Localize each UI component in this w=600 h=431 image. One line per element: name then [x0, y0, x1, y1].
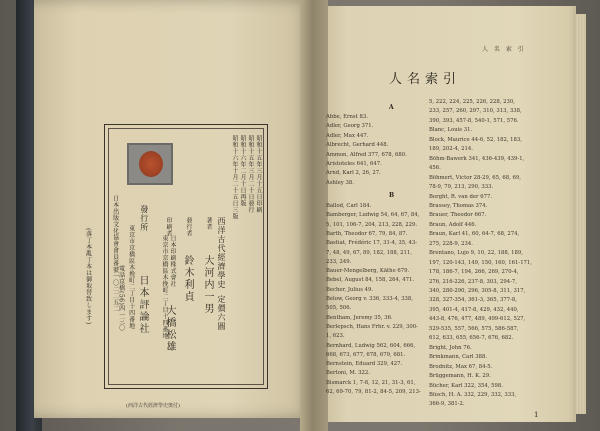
index-entry: 390, 393, 457-8, 540-1, 571, 576. [429, 117, 519, 124]
author-label: 著者 [205, 217, 212, 230]
issuer-label: 發行所 [139, 205, 149, 232]
index-entry: Below, Georg v. 336, 333-4, 338, [326, 296, 413, 302]
colophon-box [104, 124, 268, 389]
index-entry: Bernhard, Ludwig 562, 604, 666, [326, 342, 416, 349]
index-entry: 7, 48, 49, 67, 89, 182, 188, 211, [326, 249, 412, 256]
index-entry: Becher, Julius 49. [326, 286, 374, 293]
index-entry: Abbe, Ernst 83. [326, 114, 368, 120]
index-entry: Bentham, Jeremy 35, 36. [326, 314, 393, 321]
page-edges [570, 14, 586, 414]
index-entry: 62, 69-70, 79, 81-2, 84-5, 209, 213- [326, 389, 421, 395]
index-entry: 505, 506. [326, 305, 352, 312]
association-number: 日本出版文化協會會員番號一〇二二五二 [111, 195, 119, 312]
printing-office: 日本印刷株式會社 [169, 235, 176, 287]
index-entry: Bastiat, Frédéric 17, 31-4, 35, 43- [326, 240, 418, 247]
index-entry: 189, 202-4, 214. [429, 146, 473, 153]
index-entry: Albrecht, Gerhard 448. [326, 142, 389, 149]
index-entry: Brinkmann, Carl 388. [429, 354, 488, 361]
index-entry: Bauer-Mengelberg, Käthe 679. [326, 268, 410, 275]
index-entry: 178, 186-7, 194, 266, 269, 270-4, [429, 269, 519, 276]
printer-address: 東京市京橋區木挽町二丁目十四番地 [161, 235, 168, 339]
index-entry: Blanc, Louis 31. [429, 127, 473, 134]
index-entry: Adler, Max 447. [326, 132, 369, 139]
issuer-name: 日本評論社 [137, 275, 148, 335]
publisher-person: 鈴木利貞 [182, 255, 193, 303]
print-date-2: 昭和十五年三月二十日發行 [247, 135, 254, 213]
index-entry: Bismarck 1, 7-8, 12, 21, 31-3, 61, [326, 379, 416, 386]
index-entry: 443-8, 476, 477, 489, 499-612, 527, [429, 316, 526, 323]
index-entry: Berlepsch, Hans Frhr. v. 229, 300- [326, 323, 418, 330]
index-entry: Bright, John 76. [429, 344, 472, 351]
index-section-letter-a: A [389, 104, 394, 111]
index-entry: 197, 120-143, 149, 150, 160, 161-171, [429, 259, 532, 266]
index-entry: Büsch, H. A. 332, 229, 332, 333, [429, 391, 517, 398]
index-entry: 668, 673, 677, 678, 679, 681. [326, 351, 406, 358]
index-entry: Brüggemann, H. K. 29. [429, 373, 491, 380]
index-entry: 612, 633, 655, 656-7, 676, 682. [429, 335, 514, 342]
index-entry: Böhm-Bawerk 341, 436-439, 439-1, [429, 155, 525, 162]
author-name: 大河内一男 [202, 255, 213, 315]
issuer-phone: 電話京橋(56)四一三〇 [117, 265, 125, 332]
index-entry: 233, 257, 260, 297, 310, 313, 338, [429, 108, 522, 115]
printer-label: 印刷者 [165, 217, 172, 237]
index-entry: Brodnitz, Max 67, 84-5. [429, 363, 493, 370]
print-date-1: 昭和十五年三月十五日印刷 [255, 135, 262, 213]
index-entry: 1, 623. [326, 333, 345, 340]
index-entry: 340, 280-290, 296, 305-8, 311, 317, [429, 288, 526, 294]
index-entry: Aristoteles 641, 647. [326, 161, 382, 167]
running-head: 人 名 索 引 [482, 46, 526, 53]
page-title: 人名索引 [388, 72, 461, 87]
index-entry: 529-535, 557, 566, 575, 586-587, [429, 325, 519, 332]
print-date-4: 昭和十六年十月二十五日三版 [231, 135, 238, 220]
index-section-letter-b: B [389, 192, 395, 199]
index-entry: 233, 249. [326, 258, 352, 265]
index-entry: 5, 101, 106-7, 204, 213, 228, 229. [326, 221, 418, 228]
printer-person: 大橋松雄 [164, 305, 175, 353]
index-entry: Bücher, Karl 322, 354, 598. [429, 382, 503, 389]
index-entry: Braun, Karl 41, 60, 64-7, 68, 274, [429, 231, 520, 238]
index-entry: Brassey, Thomas 374. [429, 202, 488, 209]
index-entry: Borght, R. van der 677. [429, 193, 493, 200]
page-number: 1 [534, 411, 539, 419]
index-entry: 276, 216-226, 237-8, 303, 294-7, [429, 278, 517, 285]
index-entry: Bebel, August 84, 158, 264, 471. [326, 277, 415, 284]
index-entry: 456. [429, 165, 441, 172]
index-entry: Bamberger, Ludwig 54, 64, 67, 84, [326, 212, 420, 219]
index-entry: Bernstein, Eduard 329, 427. [326, 361, 403, 368]
book-title: 西洋古代經濟學史 [217, 217, 226, 289]
print-date-3: 昭和十六年二月十日再版 [239, 135, 246, 207]
index-entry: Ashley 38. [326, 179, 354, 186]
index-entry: 328, 327-354, 361-3, 365, 377-8, [429, 297, 517, 304]
exchange-note: (落丁本亂丁本は御取替致します) [84, 228, 92, 325]
index-entry: Brauer, Theodor 667. [429, 212, 487, 219]
seal-icon [139, 151, 163, 177]
index-entry: 78-9, 79, 213, 290, 333. [429, 184, 494, 191]
index-entry: Ammon, Alfred 377, 678, 680. [326, 151, 407, 158]
index-entry: Braun, Adolf 446. [429, 221, 477, 228]
index-entry: Block, Maurice 44-6, 52, 182, 183, [429, 136, 522, 143]
colophon-caption: (西洋古代經濟學史奥付) [126, 403, 180, 409]
index-entry: 5, 222, 224, 225, 226, 228, 230, [429, 99, 515, 105]
index-entry: Ballod, Carl 184. [326, 203, 372, 209]
index-entry: Böhmert, Victor 28-29, 65, 68, 69, [429, 174, 521, 181]
issuer-address: 東京市京橋區木挽町二丁目十四番地 [127, 225, 135, 329]
index-entry: 366-9, 381-2. [429, 401, 465, 408]
book-gutter [300, 0, 328, 431]
publisher-label: 發行者 [185, 217, 192, 237]
index-entry: Adler, Georg 371. [326, 123, 374, 130]
price: 定價六圓 [217, 295, 226, 331]
revenue-stamp [127, 143, 173, 185]
index-entry: Arnd, Karl 2, 26, 27. [326, 170, 381, 177]
index-entry: Brentano, Lujo 9, 10, 22, 188, 189, [429, 250, 523, 257]
index-entry: Bertoni, M. 322. [326, 370, 370, 377]
index-entry: 275, 228-9, 234. [429, 240, 473, 247]
index-entry: 395, 401-4, 417-8, 429, 432, 440, [429, 306, 519, 313]
index-entry: Barth, Theodor 67, 79, 84, 87. [326, 230, 408, 237]
